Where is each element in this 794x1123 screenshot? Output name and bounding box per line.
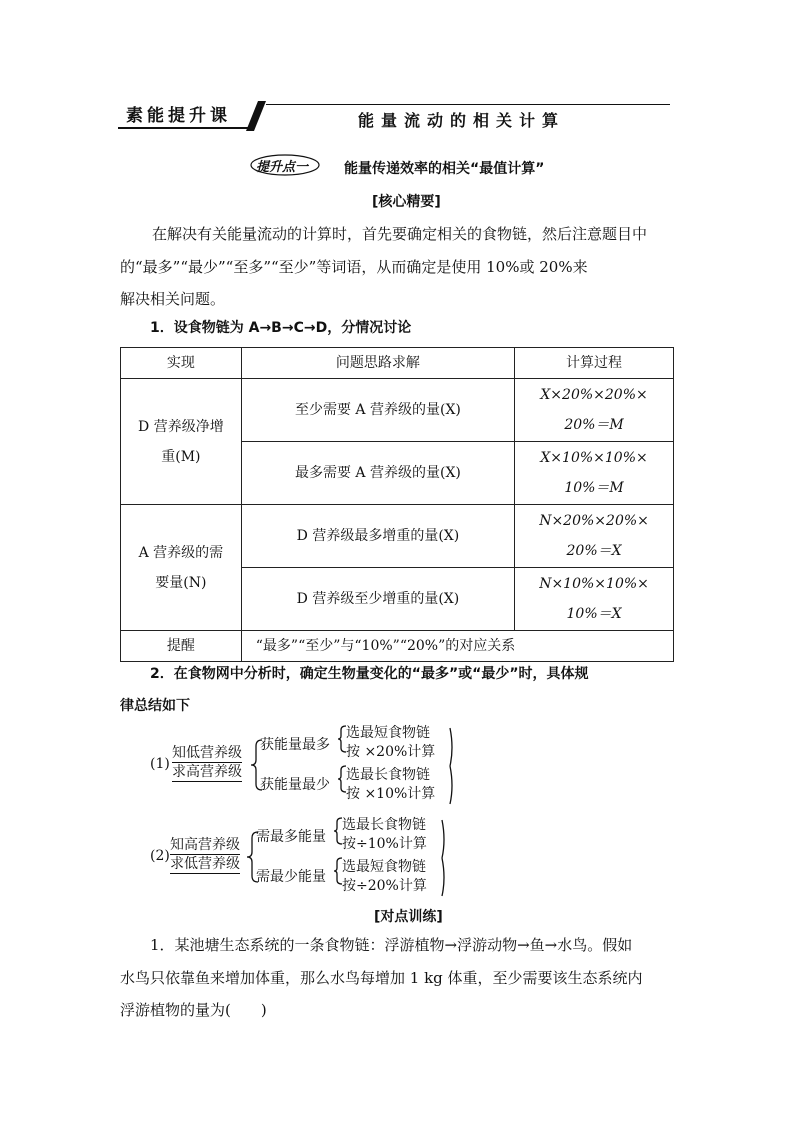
table-cell-calc bbox=[515, 379, 674, 442]
diagram-1-head-line: 知低营养级 bbox=[172, 745, 242, 761]
banner-tag: 素能提升课 bbox=[118, 103, 250, 129]
banner-title: 能量流动的相关计算 bbox=[358, 111, 566, 130]
banner-slash-decoration bbox=[244, 101, 266, 131]
diagram-2-head-line: 知高营养级 bbox=[170, 837, 240, 853]
diagram-2-head-line: 求低营养级 bbox=[170, 856, 240, 872]
table-header: 计算过程 bbox=[515, 348, 674, 379]
banner-rule bbox=[266, 104, 670, 105]
reminder-label: 提醒 bbox=[121, 631, 242, 662]
diagram-2-branch-most: 需最多能量 bbox=[256, 829, 326, 845]
diagram-2-rule: 按÷10%计算 bbox=[342, 836, 427, 852]
intro-line-3: 解决相关问题。 bbox=[120, 290, 226, 308]
diagram-2-rule: 按÷20%计算 bbox=[342, 878, 427, 894]
table-cell-calc bbox=[515, 442, 674, 505]
table-cell-calc bbox=[515, 505, 674, 568]
group-label-a-demand bbox=[121, 505, 242, 631]
calc-line: N×20%×20%× bbox=[539, 513, 649, 529]
rule-diagram-1 bbox=[150, 720, 470, 812]
practice-heading: [对点训练] bbox=[374, 909, 443, 925]
diagram-1-branch-least: 获能量最少 bbox=[260, 777, 330, 793]
core-heading: [核心精要] bbox=[372, 194, 441, 210]
calc-line: 10%＝M bbox=[564, 480, 624, 496]
group-label-line: 要量(N) bbox=[155, 574, 207, 591]
table-reminder-row bbox=[121, 631, 674, 662]
calc-line: N×10%×10%× bbox=[539, 576, 649, 592]
table-cell-question: D 营养级至少增重的量(X) bbox=[241, 568, 514, 631]
table-cell-question: 最多需要 A 营养级的量(X) bbox=[241, 442, 514, 505]
table-cell-question: 至少需要 A 营养级的量(X) bbox=[241, 379, 514, 442]
calc-line: 20%＝M bbox=[564, 417, 624, 433]
table-header-row bbox=[121, 348, 674, 379]
table-header: 实现 bbox=[121, 348, 242, 379]
section-banner bbox=[118, 101, 670, 133]
table-cell-question: D 营养级最多增重的量(X) bbox=[241, 505, 514, 568]
question-line-3: 浮游植物的量为( ) bbox=[120, 1001, 267, 1019]
diagram-2-rule: 选最短食物链 bbox=[342, 859, 426, 875]
table-row bbox=[121, 379, 674, 442]
group-label-line: A 营养级的需 bbox=[138, 544, 224, 561]
item-1-heading: 1．设食物链为 A→B→C→D，分情况讨论 bbox=[150, 320, 412, 336]
question-line-1: 1．某池塘生态系统的一条食物链：浮游植物→浮游动物→鱼→水鸟。假如 bbox=[150, 936, 633, 954]
diagram-1-branch-most: 获能量最多 bbox=[260, 737, 330, 753]
group-label-d-growth bbox=[121, 379, 242, 505]
diagram-1-head bbox=[172, 744, 242, 782]
diagram-1-rule: 按 ×10%计算 bbox=[346, 786, 436, 802]
table-cell-calc bbox=[515, 568, 674, 631]
diagram-1-rule: 选最长食物链 bbox=[346, 767, 430, 783]
calc-line: X×10%×10%× bbox=[540, 450, 648, 466]
item-2-line-1: 2．在食物网中分析时，确定生物量变化的“最多”或“最少”时，具体规 bbox=[150, 666, 589, 682]
group-label-line: D 营养级净增 bbox=[138, 418, 224, 435]
diagram-2-branch-least: 需最少能量 bbox=[256, 869, 326, 885]
reminder-text: “最多”“至少”与“10%”“20%”的对应关系 bbox=[241, 631, 673, 662]
diagram-1-number: (1) bbox=[150, 756, 170, 772]
calc-line: X×20%×20%× bbox=[540, 387, 648, 403]
calc-line: 20%＝X bbox=[566, 543, 622, 559]
diagram-2-head bbox=[170, 836, 240, 874]
point-badge-label: 提升点一 bbox=[256, 160, 309, 175]
intro-line-1: 在解决有关能量流动的计算时，首先要确定相关的食物链，然后注意题目中 bbox=[152, 225, 648, 243]
table-header: 问题思路求解 bbox=[241, 348, 514, 379]
diagram-1-head-line: 求高营养级 bbox=[172, 764, 242, 780]
diagram-2-number: (2) bbox=[150, 848, 170, 864]
question-line-2: 水鸟只依靠鱼来增加体重，那么水鸟每增加 1 kg 体重，至少需要该生态系统内 bbox=[120, 969, 643, 987]
diagram-2-rule: 选最长食物链 bbox=[342, 817, 426, 833]
section-title: 能量传递效率的相关“最值计算” bbox=[344, 161, 545, 177]
diagram-1-rule: 选最短食物链 bbox=[346, 725, 430, 741]
point-badge bbox=[250, 154, 320, 176]
rule-diagram-2 bbox=[150, 812, 470, 904]
diagram-1-rule: 按 ×20%计算 bbox=[346, 744, 436, 760]
calculation-table bbox=[120, 347, 674, 662]
intro-line-2: 的“最多”“最少”“至多”“至少”等词语，从而确定是使用 10%或 20%来 bbox=[120, 258, 588, 276]
calc-line: 10%＝X bbox=[566, 606, 622, 622]
group-label-line: 重(M) bbox=[161, 448, 201, 465]
table-row bbox=[121, 505, 674, 568]
item-2-line-2: 律总结如下 bbox=[120, 698, 190, 714]
